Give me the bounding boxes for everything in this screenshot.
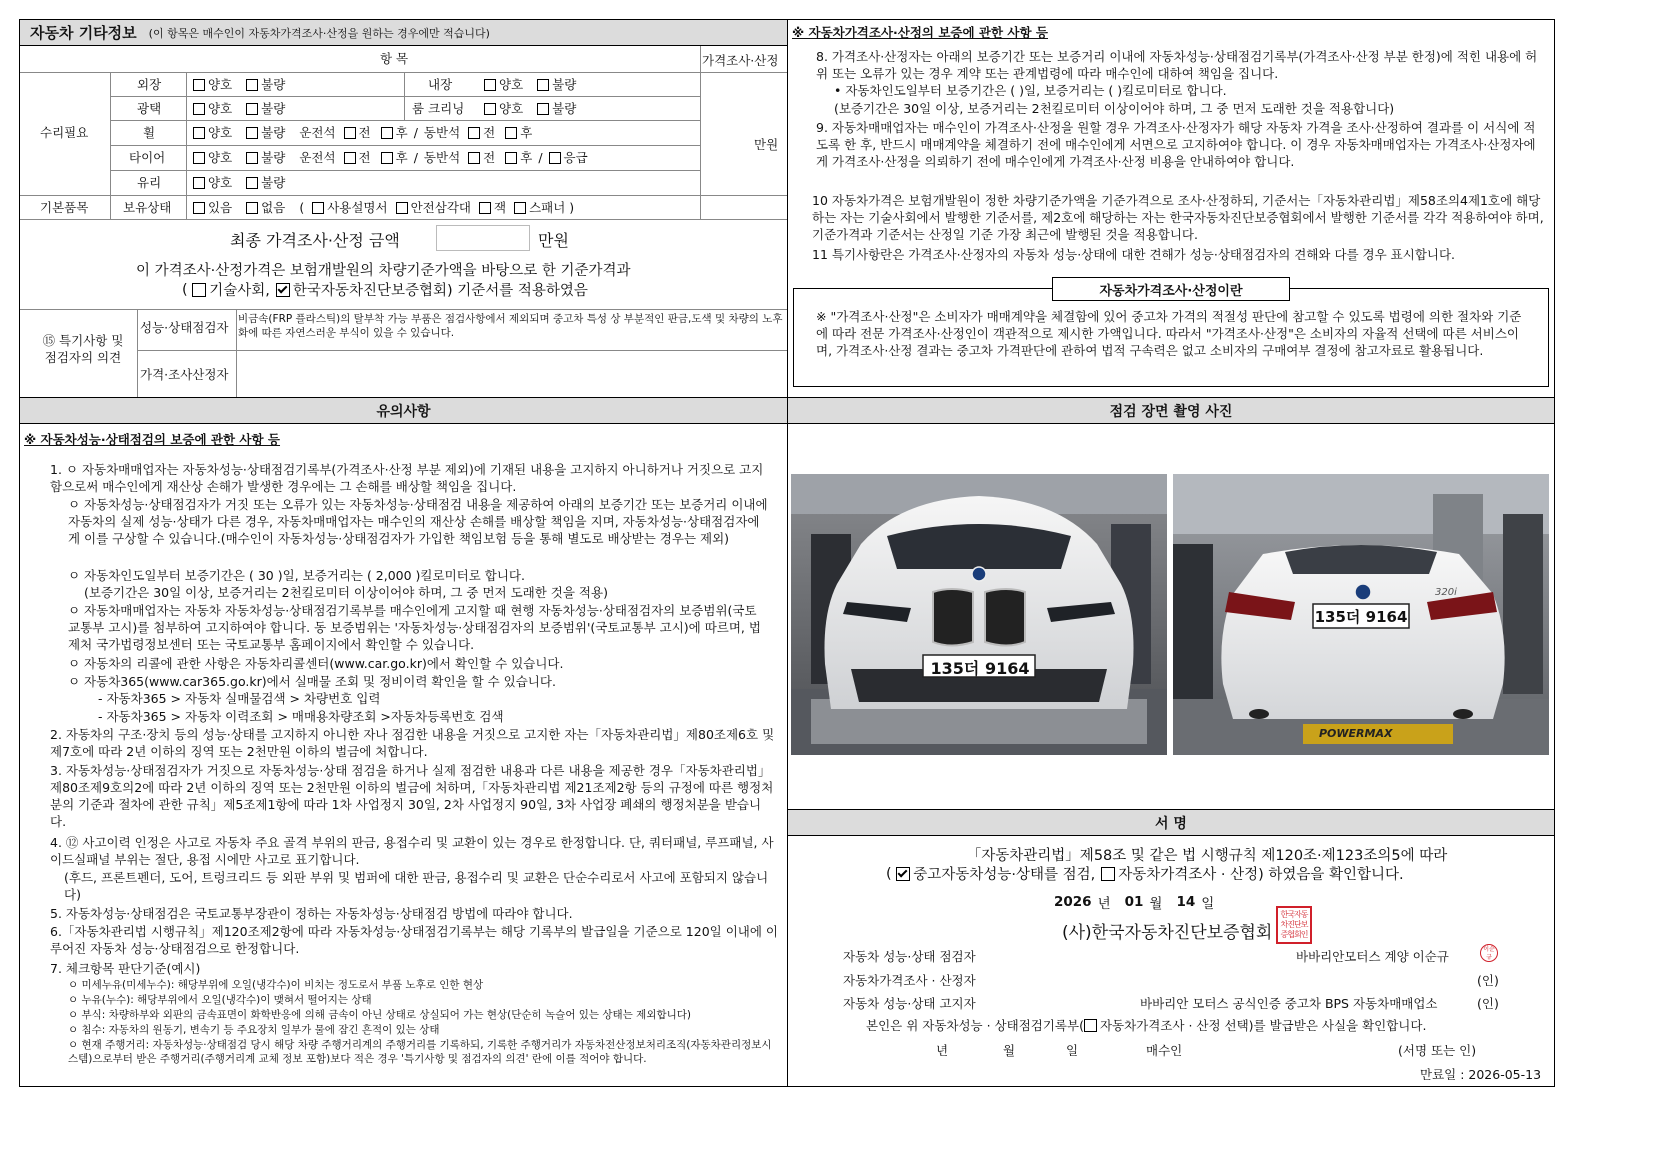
tire-passenger-rear-checkbox[interactable]: [505, 152, 517, 164]
wheel-driver-rear-checkbox[interactable]: [381, 127, 393, 139]
other-info-header: [20, 20, 787, 46]
interior-good-checkbox[interactable]: [484, 79, 496, 91]
notes-heading: ※ 자동차성능·상태점검의 보증에 관한 사항 등: [24, 432, 281, 447]
confirm-price-checkbox[interactable]: [1101, 867, 1115, 881]
glass-bad-checkbox[interactable]: [246, 177, 258, 189]
note-7d: ㅇ 침수: 자동차의 원동기, 변속기 등 주요장치 일부가 물에 잠긴 흔적이 있는 상태: [68, 1024, 440, 1036]
tire-good-checkbox[interactable]: [193, 152, 205, 164]
rear-license-plate: 135더 9164: [1314, 607, 1408, 626]
sign-month: 01: [1124, 894, 1144, 910]
note-1b: ㅇ 자동차성능·상태점검자가 거짓 또는 오류가 있는 자동차성능·상태점검 내용을 제공하여 아래의 보증기간 또는 보증거리 이내에 자동차의 실제 성능·상태가 다른 경우, 자동차매매업자는 매수인의 재산상 손해를 배상할 책임을 지며, 자동차성능·상태점검자에게 이를 구상할 수 있습니다.(매수인이 자동차성능·상태점검자가 가입한 책임보험 등을 통해 별도로 배상받는 경우는 제외): [68, 497, 768, 546]
tech-society-checkbox[interactable]: [192, 283, 206, 297]
tire-passenger-front-checkbox[interactable]: [468, 152, 480, 164]
receipt-price-checkbox[interactable]: [1084, 1019, 1097, 1032]
row-room-cleaning-label: 룸 크리닝: [412, 101, 465, 116]
room-good-checkbox[interactable]: [484, 103, 496, 115]
clause-10: 10 자동차가격은 보험개발원이 정한 차량기준가액을 기준가격으로 조사·산정하되, 기준서는「자동차관리법」제58조의4제1호에 해당하는 자는 기술사회에서 발행한 기준서를, 제2호에 해당하는 자는 한국자동차진단보증협회에서 발행한 기준서를 각각 적용하여야 하며, 기준가격과 기준서는 산정일 기준 가장 최근에 발행된 것을 적용합니다.: [812, 193, 1544, 242]
row-tire-label: 타이어: [129, 150, 166, 165]
model-badge: 320i: [1435, 587, 1457, 598]
sign-year: 2026: [1054, 894, 1092, 910]
note-1f: ㅇ 자동차의 리콜에 관한 사항은 자동차리콜센터(www.car.go.kr)에서 확인할 수 있습니다.: [68, 656, 564, 671]
note-7c: ㅇ 부식: 차량하부와 외판의 금속표면이 화학반응에 의해 금속이 아닌 상태로 상실되어 가는 현상(단순히 녹슬어 있는 상태는 제외합니다): [68, 1009, 691, 1021]
clause-11: 11 특기사항란은 가격조사·산정자의 자동차 성능·상태에 대한 견해가 성능·상태점검자의 견해와 다를 경우 표시합니다.: [812, 247, 1456, 262]
rear-inspection-photo: [1173, 474, 1549, 755]
price-unit-label: 만원: [754, 137, 779, 152]
buyer-month-label: 월: [1003, 1043, 1016, 1058]
gloss-good-checkbox[interactable]: [193, 103, 205, 115]
note-1g: ㅇ 자동차365(www.car365.go.kr)에서 실매물 조회 및 정비이력 확인을 할 수 있습니다.: [68, 674, 556, 689]
lift-brand: POWERMAX: [1319, 727, 1393, 740]
note-5: 5. 자동차성능·상태점검은 국토교통부장관이 정하는 자동차성능·상태점검 방법에 따라야 합니다.: [50, 906, 573, 921]
note-1h: - 자동차365 > 자동차 실매물검색 > 차량번호 입력: [98, 691, 381, 706]
confirm-inspection-checkbox[interactable]: [896, 867, 910, 881]
clause-8: 8. 가격조사·산정자는 아래의 보증기간 또는 보증거리 이내에 자동차성능·상태점검기록부(가격조사·산정 부분 한정)에 적힌 내용에 허위 또는 오류가 있는 경우 계약 또는 관계법령에 따라 매수인에 대하여 책임을 집니다.: [816, 49, 1538, 81]
front-inspection-photo: [791, 474, 1167, 755]
note-1d: (보증기간은 30일 이상, 보증거리는 2천킬로미터 이상이어야 하며, 그 중 먼저 도래한 것을 적용): [84, 585, 608, 600]
note-2: 2. 자동차의 구조·장치 등의 성능·상태를 고지하지 아니한 자나 점검한 내용을 거짓으로 고지한 자는「자동차관리법」제80조제6호 및 제7호에 따라 2년 이하의 징역 또는 2천만원 이하의 벌금에 처합니다.: [50, 727, 775, 759]
interior-bad-checkbox[interactable]: [537, 79, 549, 91]
triangle-checkbox[interactable]: [396, 202, 408, 214]
org-seal-stamp: 한국자동차진단보증협회인: [1276, 906, 1312, 944]
final-price-label: 최종 가격조사·산정 금액: [230, 231, 400, 250]
price-guarantee-heading: ※ 자동차가격조사·산정의 보증에 관한 사항 등: [792, 25, 1049, 40]
clause-8b: • 자동차인도일부터 보증기간은 ( )일, 보증거리는 ( )킬로미터로 합니다.: [834, 83, 1227, 98]
final-price-input[interactable]: [436, 225, 530, 251]
row-exterior-label: 외장: [137, 77, 162, 92]
exterior-bad-checkbox[interactable]: [246, 79, 258, 91]
note-6: 6.「자동차관리법 시행규칙」제120조제2항에 따라 자동차성능·상태점검기록부는 해당 기록부의 발급일을 기준으로 120일 이내에 이루어진 자동차 성능·상태점검으로 한정합니다.: [50, 924, 778, 956]
special-remarks-label: ⑮ 특기사항 및 점검자의 의견: [42, 333, 124, 365]
row-glass-label: 유리: [137, 175, 162, 190]
expiry-date: 만료일 : 2026-05-13: [1420, 1067, 1542, 1082]
inspector-label: 자동차 성능·상태 점검자: [843, 949, 976, 964]
possession-label: 보유상태: [123, 200, 172, 215]
row-wheel-label: 휠: [143, 125, 156, 140]
notifier-seal: (인): [1477, 996, 1499, 1011]
final-price-unit: 만원: [538, 231, 569, 250]
other-info-note: (이 항목은 매수인이 자동차가격조사·산정을 원하는 경우에만 적습니다): [148, 26, 490, 40]
note-3: 3. 자동차성능·상태점검자가 거짓으로 자동차성능·상태 점검을 하거나 실제 점검한 내용과 다른 내용을 제공한 경우「자동차관리법」제80조제9호의2에 따라 2년 이하의 징역 또는 2천만원 이하의 벌금에 처하며,「자동차관리법 제21조제2항 등의 규정에 따른 행정처분의 기준과 절차에 관한 규칙」제5조제1항에 따라 1차 사업정지 30일, 2차 사업정지 90일, 3차 사업장 폐쇄의 행정처분을 받습니다.: [50, 763, 774, 829]
notifier-label: 자동차 성능·상태 고지자: [843, 996, 976, 1011]
price-definition-title: 자동차가격조사·산정이란: [1052, 277, 1290, 301]
gloss-bad-checkbox[interactable]: [246, 103, 258, 115]
manual-checkbox[interactable]: [312, 202, 324, 214]
clause-8c: (보증기간은 30일 이상, 보증거리는 2천킬로미터 이상이어야 하며, 그 중 먼저 도래한 것을 적용합니다): [834, 101, 1395, 116]
price-definition-text: ※ "가격조사·산정"은 소비자가 매매계약을 체결함에 있어 중고차 가격의 적절성 판단에 참고할 수 있도록 법령에 의한 절차와 기준에 따라 전문 가격조사·산정인이 객관적으로 제시한 가액입니다. 따라서 "가격조사·산정"은 소비자의 자율적 선택에 따른 서비스이며, 가격조사·산정 결과는 중고차 가격판단에 관하여 법적 구속력은 없고 소비자의 구매여부 결정에 참고자료로 활용됩니다.: [816, 309, 1522, 358]
note-7a: ㅇ 미세누유(미세누수): 해당부위에 오일(냉각수)이 비치는 정도로서 부품 노후로 인한 현상: [68, 979, 484, 991]
sign-law-line: 「자동차관리법」제58조 및 같은 법 시행규칙 제120조·제123조의5에 따라: [966, 848, 1448, 864]
notes-header: 유의사항: [20, 398, 787, 424]
have-checkbox[interactable]: [193, 202, 205, 214]
buyer-label: 매수인: [1146, 1043, 1183, 1058]
wheel-good-checkbox[interactable]: [193, 127, 205, 139]
basic-items-label: 기본품목: [40, 200, 89, 215]
tire-bad-checkbox[interactable]: [246, 152, 258, 164]
repair-needed-label: 수리필요: [40, 125, 89, 140]
buyer-year-label: 년: [936, 1043, 949, 1058]
perf-inspector-opinion: 비금속(FRP 플라스틱)의 탈부착 가능 부품은 점검사항에서 제외되며 중고차 특성 상 부분적인 판금,도색 및 차량의 노후화에 따른 자연스러운 부식이 있을 수 있습니다.: [238, 313, 783, 339]
sign-day: 14: [1176, 894, 1196, 910]
note-7e: ㅇ 현재 주행거리: 자동차성능·상태점검 당시 해당 차량 주행거리계의 주행거리를 기록하되, 기록한 주행거리가 자동차전산정보처리조직(자동차관리정보시스템)으로부터 받은 주행거리(주행거리계 교체 정보 포함)보다 적은 경우 '특기사항 및 점검자의 의견' 란에 이를 적어야 합니다.: [68, 1039, 772, 1065]
none-checkbox[interactable]: [246, 202, 258, 214]
buyer-day-label: 일: [1066, 1043, 1079, 1058]
note-1i: - 자동차365 > 자동차 이력조회 > 매매용차량조회 >자동차등록번호 검색: [98, 709, 504, 724]
buyer-signature-field[interactable]: (서명 또는 인): [1398, 1043, 1477, 1058]
other-info-title: 자동차 기타정보: [30, 24, 137, 42]
wheel-driver-front-checkbox[interactable]: [344, 127, 356, 139]
tire-emergency-checkbox[interactable]: [549, 152, 561, 164]
photos-header: 점검 장면 촬영 사진: [788, 398, 1554, 424]
note-7: 7. 체크항목 판단기준(예시): [50, 961, 201, 976]
row-gloss-label: 광택: [137, 101, 162, 116]
tire-driver-front-checkbox[interactable]: [344, 152, 356, 164]
price-assessor-label: 자동차가격조사 · 산정자: [843, 973, 976, 988]
room-bad-checkbox[interactable]: [537, 103, 549, 115]
note-7b: ㅇ 누유(누수): 해당부위에서 오일(냉각수)이 맺혀서 떨어지는 상태: [68, 994, 372, 1006]
note-1e: ㅇ 자동차매매업자는 자동차 자동차성능·상태점검기록부를 매수인에게 고지할 때 현행 자동차성능·상태점검자의 보증범위(국토교통부 고시)를 첨부하여 고지하여야 합니다. 동 보증범위는 '자동차성능·상태점검자의 보증범위'(국토교통부 고시)에 따르며, 법제처 국가법령정보센터 또는 국토교통부 홈페이지에서 확인할 수 있습니다.: [68, 603, 761, 652]
note-4b: (후드, 프론트펜더, 도어, 트렁크리드 등 외판 부위 및 범퍼에 대한 판금, 용접수리 및 교환은 단순수리로서 사고에 포함되지 않습니다): [64, 870, 769, 902]
perf-inspector-label: 성능·상태점검자: [140, 320, 229, 335]
kaa-checkbox[interactable]: [276, 283, 290, 297]
exterior-good-checkbox[interactable]: [193, 79, 205, 91]
note-4: 4. ⑫ 사고이력 인정은 사고로 자동차 주요 골격 부위의 판금, 용접수리 및 교환이 있는 경우로 한정합니다. 단, 쿼터패널, 루프패널, 사이드실패널 부위는 절단, 용접 시에만 사고로 표기합니다.: [50, 835, 774, 867]
glass-good-checkbox[interactable]: [193, 177, 205, 189]
inspector-seal-stamp: 이순규: [1480, 944, 1498, 962]
wheel-passenger-rear-checkbox[interactable]: [505, 127, 517, 139]
sign-header: 서 명: [788, 810, 1554, 836]
wheel-bad-checkbox[interactable]: [246, 127, 258, 139]
receipt-text-a: 본인은 위 자동차성능 · 상태점검기록부(: [866, 1018, 1084, 1033]
col-item-header: 항 목: [380, 51, 409, 66]
note-1c: ㅇ 자동차인도일부터 보증기간은 ( 30 )일, 보증거리는 ( 2,000 )킬로미터로 합니다.: [68, 568, 525, 583]
standard-line-1: 이 가격조사·산정가격은 보험개발원의 차량기준가액을 바탕으로 한 기준가격과: [136, 263, 631, 279]
price-inspector-label: 가격·조사산정자: [140, 367, 229, 382]
col-price-header: 가격조사·산정: [702, 53, 779, 68]
row-interior-label: 내장: [428, 77, 453, 92]
front-license-plate: 135더 9164: [930, 658, 1030, 678]
notifier-value: 바바리안 모터스 공식인증 중고차 BPS 자동차매매업소: [1140, 996, 1438, 1011]
inspector-value: 바바리안모터스 계양 이순규: [1296, 949, 1449, 964]
note-1a: 1. ㅇ 자동차매매업자는 자동차성능·상태점검기록부(가격조사·산정 부분 제외)에 기재된 내용을 고지하지 아니하거나 거짓으로 고지함으로써 매수인에게 재산상 손해가 발생한 경우에는 그 손해를 배상할 책임을 집니다.: [50, 462, 764, 494]
receipt-text-b: 자동차가격조사 · 산정 선택)를 발급받은 사실을 확인합니다.: [1099, 1018, 1427, 1033]
clause-9: 9. 자동차매매업자는 매수인이 가격조사·산정을 원할 경우 가격조사·산정자가 해당 자동차 가격을 조사·산정하여 결과를 이 서식에 적도록 한 후, 반드시 매매계약을 체결하기 전에 매수인에게 서면으로 고지하여야 합니다. 이 경우 자동차매매업자는 가격조사·산정자에게 가격조사·산정을 의뢰하기 전에 매수인에게 가격조사·산정 비용을 안내하여야 합니다.: [816, 120, 1536, 169]
wheel-passenger-front-checkbox[interactable]: [468, 127, 480, 139]
price-assessor-seal: (인): [1477, 973, 1499, 988]
spanner-checkbox[interactable]: [514, 202, 526, 214]
sign-organization: (사)한국자동차진단보증협회: [1062, 923, 1273, 943]
tire-driver-rear-checkbox[interactable]: [381, 152, 393, 164]
jack-checkbox[interactable]: [479, 202, 491, 214]
